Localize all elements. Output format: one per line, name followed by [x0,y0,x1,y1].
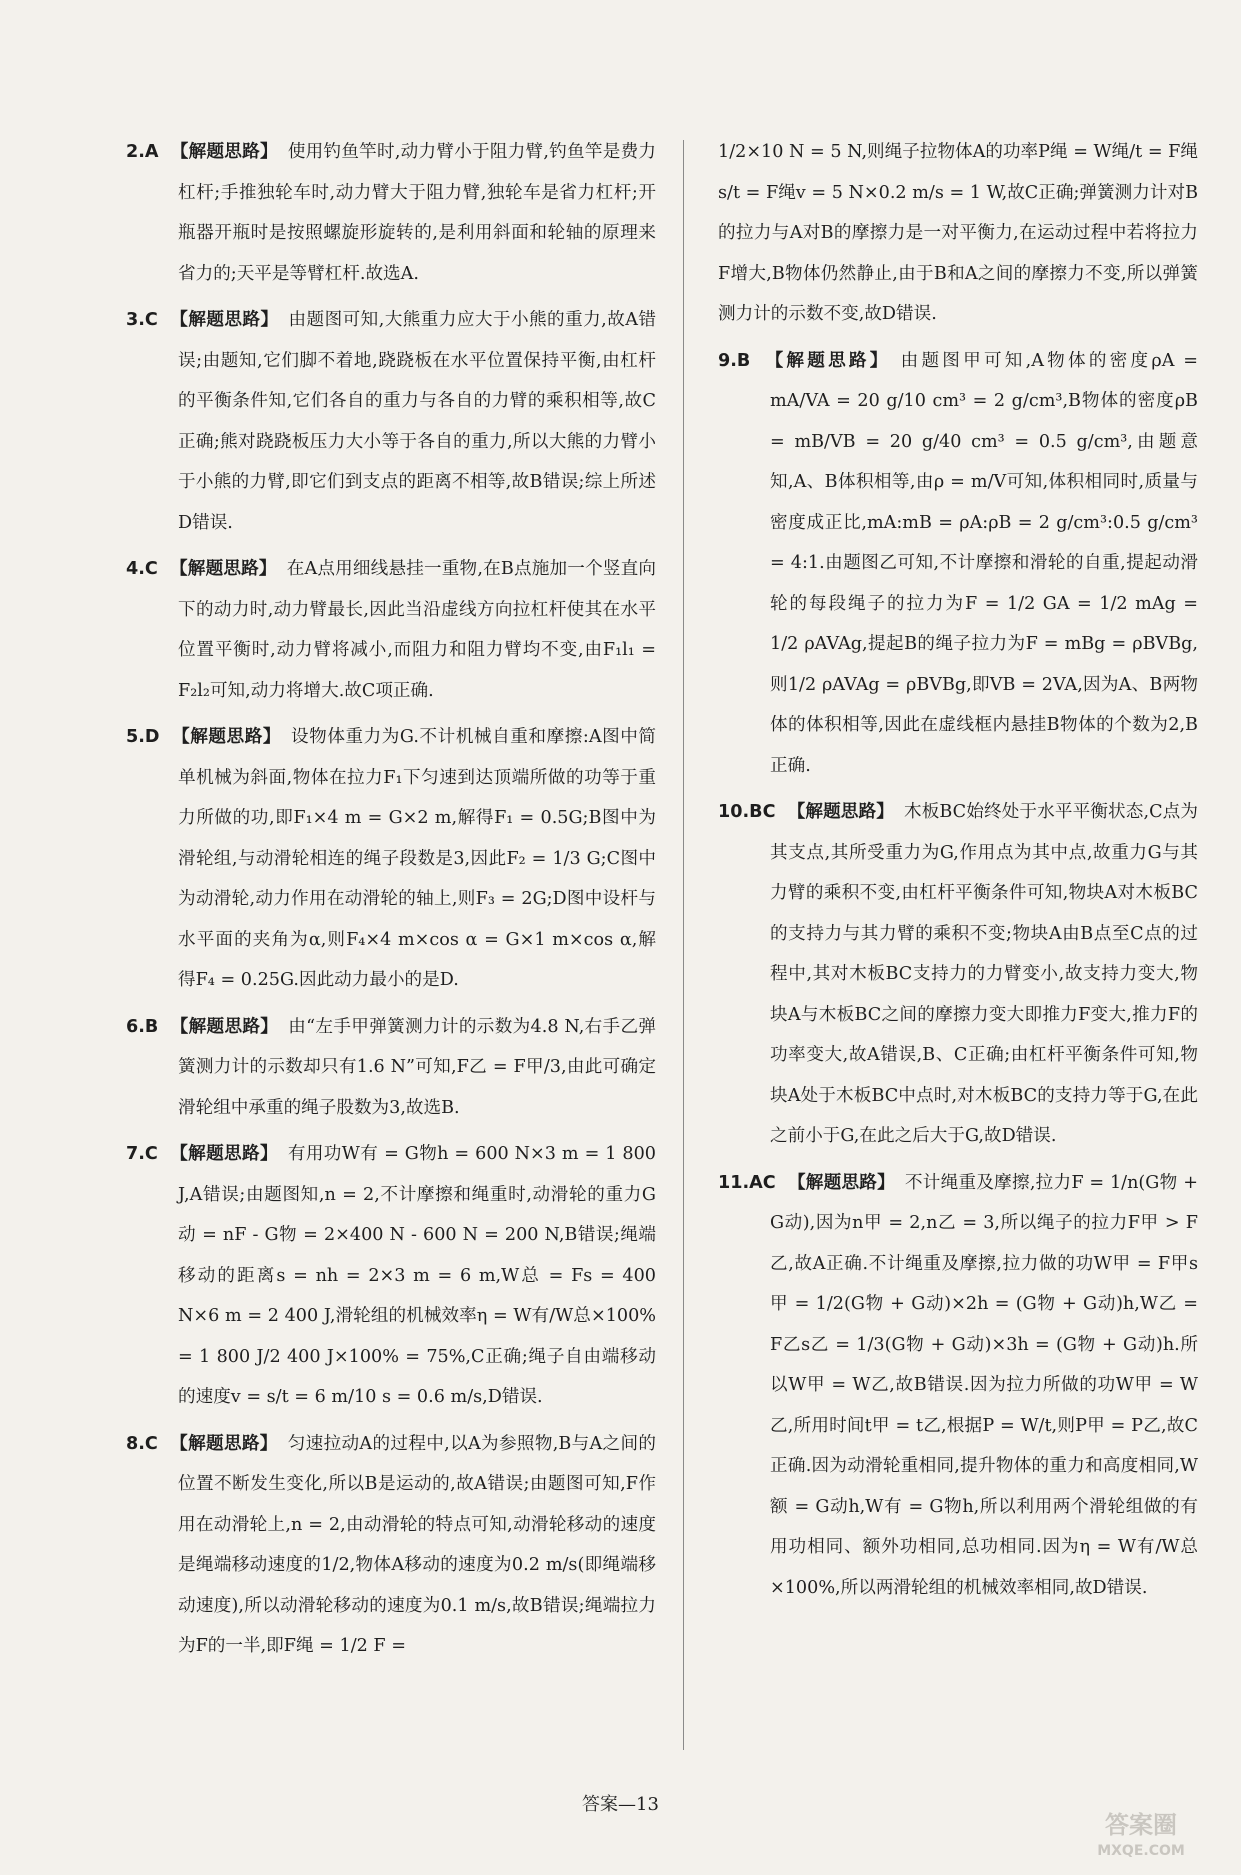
watermark-text: 答案圈 [1105,1811,1177,1839]
answer-item [126,717,656,1001]
column-divider [683,140,684,1750]
answer-item [126,132,656,294]
right-column [718,132,1198,1614]
solution-tag: 【解题思路】 [787,1172,895,1193]
answer-item [126,1007,656,1129]
answer-item [718,341,1198,787]
page-footer: 答案—13 [582,1794,659,1815]
solution-tag: 【解题思路】 [169,310,279,330]
watermark-logo [1071,1803,1211,1863]
answer-number: 4.C [126,559,158,579]
solution-tag: 【解题思路】 [169,1433,278,1454]
solution-text: 1/2×10 N = 5 N,则绳子拉物体A的功率P绳 = W绳/t = F绳s/t = F绳v = 5 N×0.2 m/s = 1 W,故C正确;弹簧测力计对B的拉力与A对B的摩擦力是一对平衡力,在运动过程中若将拉力F增大,B物体仍然静止,由于B和A之间的摩擦力不变,所以弹簧测力计的示数不变,故D错误. [718,142,1198,324]
answer-item [126,549,656,711]
solution-tag: 【解题思路】 [170,142,278,162]
answer-number: 6.B [126,1016,159,1037]
watermark-url: MXQE.COM [1097,1843,1185,1859]
answer-number: 11.AC [718,1172,776,1193]
solution-text: 由题图可知,大熊重力应大于小熊的重力,故A错误;由题知,它们脚不着地,跷跷板在水平位置保持平衡,由杠杆的平衡条件知,它们各自的重力与各自的力臂的乘积相等,故C正确;熊对跷跷板压力大小等于各自的重力,所以大熊的力臂小于小熊的力臂,即它们到支点的距离不相等,故B错误;综上所述D错误. [178,310,656,533]
answer-item [718,792,1198,1157]
answer-number: 9.B [718,350,751,371]
solution-tag: 【解题思路】 [170,1016,279,1037]
answer-item [718,132,1198,335]
solution-text: 在A点用细线悬挂一重物,在B点施加一个竖直向下的动力时,动力臂最长,因此当沿虚线方向拉杠杆使其在水平位置平衡时,动力臂将减小,而阻力和阻力臂均不变,由F₁l₁ = F₂l₂可知,动力将增大.故C项正确. [178,559,656,701]
answer-number: 8.C [126,1433,158,1454]
answer-number: 7.C [126,1144,158,1164]
solution-tag: 【解题思路】 [762,350,891,371]
answer-item [126,1424,656,1667]
solution-text: 设物体重力为G.不计机械自重和摩擦:A图中简单机械为斜面,物体在拉力F₁下匀速到达顶端所做的功等于重力所做的功,即F₁×4 m = G×2 m,解得F₁ = 0.5G;B图中为滑轮组,与动滑轮相连的绳子段数是3,因此F₂ = 1/3 G;C图中为动滑轮,动力作用在动滑轮的轴上,则F₃ = 2G;D图中设杆与水平面的夹角为α,则F₄×4 m×cos α = G×1 m×cos α,解得F₄ = 0.25G.因此动力最小的是D. [178,727,656,990]
answer-number: 10.BC [718,802,776,822]
solution-text: 使用钓鱼竿时,动力臂小于阻力臂,钓鱼竿是费力杠杆;手推独轮车时,动力臂大于阻力臂,独轮车是省力杠杆;开瓶器开瓶时是按照螺旋形旋转的,是利用斜面和轮轴的原理来省力的;天平是等臂杠杆.故选A. [178,142,656,284]
answer-item [126,300,656,543]
left-column [126,132,656,1673]
answer-number: 2.A [126,142,159,162]
answer-item [126,1134,656,1418]
solution-text: 不计绳重及摩擦,拉力F = 1/n(G物 + G动),因为n甲 = 2,n乙 = 3,所以绳子的拉力F甲 > F乙,故A正确.不计绳重及摩擦,拉力做的功W甲 = F甲s甲 = 1/2(G物 + G动)×2h = (G物 + G动)h,W乙 = F乙s乙 = 1/3(G物 + G动)×3h = (G物 + G动)h.所以W甲 = W乙,故B错误.因为拉力所做的功W甲 = W乙,所用时间t甲 = t乙,根据P = W/t,则P甲 = P乙,故C正确.因为动滑轮重相同,提升物体的重力和高度相同,W额 = G动h,W有 = G物h,所以利用两个滑轮组做的有用功相同、额外功相同,总功相同.因为η = W有/W总×100%,所以两滑轮组的机械效率相同,故D错误. [770,1172,1198,1598]
solution-text: 有用功W有 = G物h = 600 N×3 m = 1 800 J,A错误;由题图知,n = 2,不计摩擦和绳重时,动滑轮的重力G动 = nF - G物 = 2×400 N - 600 N = 200 N,B错误;绳端移动的距离s = nh = 2×3 m = 6 m,W总 = Fs = 400 N×6 m = 2 400 J,滑轮组的机械效率η = W有/W总×100% = 1 800 J/2 400 J×100% = 75%,C正确;绳子自由端移动的速度v = s/t = 6 m/10 s = 0.6 m/s,D错误. [178,1144,656,1407]
answer-number: 5.D [126,727,160,747]
solution-tag: 【解题思路】 [169,559,277,579]
solution-tag: 【解题思路】 [787,802,894,822]
solution-tag: 【解题思路】 [171,727,282,747]
answer-number: 3.C [126,310,158,330]
solution-text: 匀速拉动A的过程中,以A为参照物,B与A之间的位置不断发生变化,所以B是运动的,故A错误;由题图可知,F作用在动滑轮上,n = 2,由动滑轮的特点可知,动滑轮移动的速度是绳端移动速度的1/2,物体A移动的速度为0.2 m/s(即绳端移动速度),所以动滑轮移动的速度为0.1 m/s,故B错误;绳端拉力为F的一半,即F绳 = 1/2 F = [178,1433,656,1656]
solution-text: 木板BC始终处于水平平衡状态,C点为其支点,其所受重力为G,作用点为其中点,故重力G与其力臂的乘积不变,由杠杆平衡条件可知,物块A对木板BC的支持力与其力臂的乘积不变;物块A由B点至C点的过程中,其对木板BC支持力的力臂变小,故支持力变大,物块A与木板BC之间的摩擦力变大即推力F变大,推力F的功率变大,故A错误,B、C正确;由杠杆平衡条件可知,物块A处于木板BC中点时,对木板BC的支持力等于G,在此之前小于G,在此之后大于G,故D错误. [770,802,1198,1146]
solution-text: 由题图甲可知,A物体的密度ρA = mA/VA = 20 g/10 cm³ = 2 g/cm³,B物体的密度ρB = mB/VB = 20 g/40 cm³ = 0.5 g/cm³,由题意知,A、B体积相等,由ρ = m/V可知,体积相同时,质量与密度成正比,mA:mB = ρA:ρB = 2 g/cm³:0.5 g/cm³ = 4:1.由题图乙可知,不计摩擦和滑轮的自重,提起动滑轮的每段绳子的拉力为F = 1/2 GA = 1/2 mAg = 1/2 ρAVAg,提起B的绳子拉力为F = mBg = ρBVBg,则1/2 ρAVAg = ρBVBg,即VB = 2VA,因为A、B两物体的体积相等,因此在虚线框内悬挂B物体的个数为2,B正确. [770,350,1198,776]
solution-text: 由“左手甲弹簧测力计的示数为4.8 N,右手乙弹簧测力计的示数却只有1.6 N”可知,F乙 = F甲/3,由此可确定滑轮组中承重的绳子股数为3,故选B. [178,1016,656,1118]
answer-item [718,1163,1198,1609]
solution-tag: 【解题思路】 [169,1144,278,1164]
